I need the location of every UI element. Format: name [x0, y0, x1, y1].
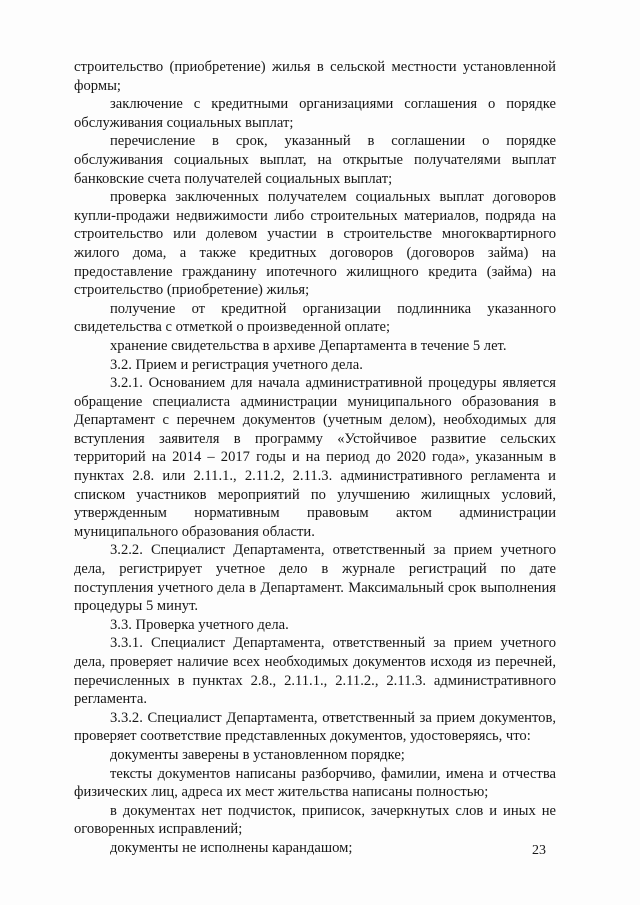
paragraph: документы заверены в установленном порядке;: [110, 746, 405, 763]
paragraph: проверка заключенных получателем социальных выплат договоров купли-продажи недвижимости либо строительных материалов, подряда на строительство или долевом участии в строительстве многоквартирного жилого дома, а также кредитных договоров (договоров займа) на предоставление гражданину ипотечного жилищного кредита (займа) на строительство (приобретение) жилья;: [74, 189, 556, 299]
paragraph: получение от кредитной организации подлинника указанного свидетельства с отметкой о произведенной оплате;: [74, 300, 556, 336]
paragraph: 3.2.2. Специалист Департамента, ответственный за прием учетного дела, регистрирует учетное дело в журнале регистраций по дате поступления учетного дела в Департамент. Максимальный срок выполнения процедуры 5 минут.: [74, 542, 556, 615]
paragraph: 3.3.1. Специалист Департамента, ответственный за прием учетного дела, проверяет наличие всех необходимых документов исходя из перечней, перечисленных в пунктах 2.8., 2.11.1., 2.11.2., 2.11.3. административного регламента.: [74, 635, 556, 708]
paragraph: заключение с кредитными организациями соглашения о порядке обслуживания социальных выплат;: [74, 96, 556, 131]
paragraph: документы не исполнены карандашом;: [110, 839, 353, 856]
paragraph: перечисление в срок, указанный в соглашении о порядке обслуживания социальных выплат, на открытые получателями выплат банковские счета получателей социальных выплат;: [74, 133, 556, 187]
paragraph: строительство (приобретение) жилья в сельской местности установленной формы;: [74, 59, 556, 94]
paragraph: 3.3.2. Специалист Департамента, ответственный за прием документов, проверяет соответствие представленных документов, удостоверяясь, что:: [74, 709, 556, 745]
document-body: [74, 58, 556, 858]
paragraph: в документах нет подчисток, приписок, зачеркнутых слов и иных не оговоренных исправлений;: [74, 802, 556, 838]
page-number: 23: [532, 843, 546, 858]
paragraph: 3.2. Прием и регистрация учетного дела.: [110, 356, 363, 373]
paragraph: 3.3. Проверка учетного дела.: [110, 616, 289, 633]
paragraph: тексты документов написаны разборчиво, фамилии, имена и отчества физических лиц, адреса их мест жительства написаны полностью;: [74, 765, 556, 801]
paragraph: 3.2.1. Основанием для начала административной процедуры является обращение специалиста администрации муниципального образования в Департамент с перечнем документов (учетным делом), необходимых для вступления заявителя в программу «Устойчивое развитие сельских территорий на 2014 – 2017 годы и на период до 2020 года», указанным в пунктах 2.8. или 2.11.1., 2.11.2, 2.11.3. административного регламента и списком участников мероприятий по улучшению жилищных условий, утвержденным нормативным правовым актом администрации муниципального образования области.: [74, 375, 556, 540]
paragraph: хранение свидетельства в архиве Департамента в течение 5 лет.: [110, 337, 507, 354]
